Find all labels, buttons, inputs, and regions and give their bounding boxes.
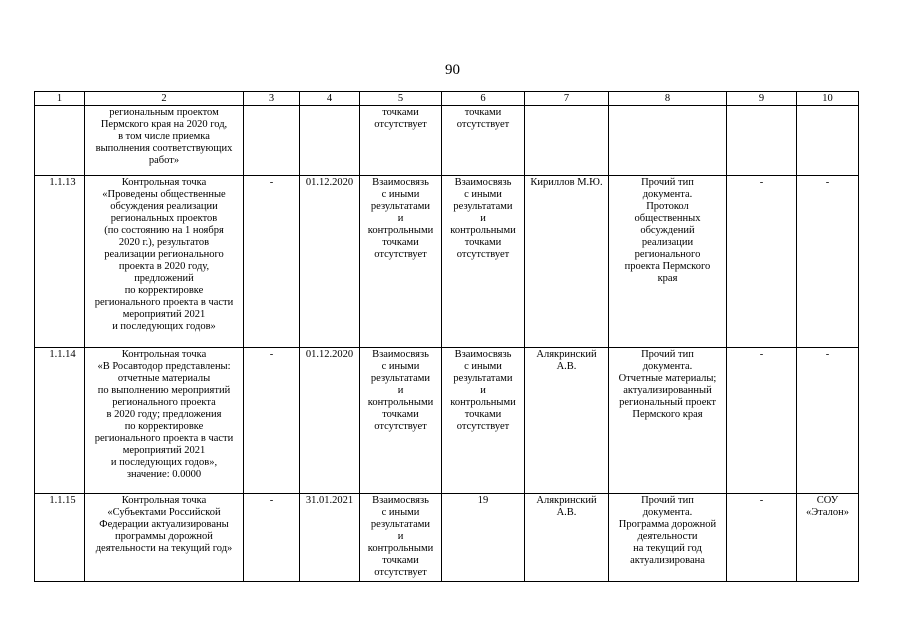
relation-cell-2: точками отсутствует — [442, 106, 525, 176]
description-cell: Контрольная точка «Субъектами Российской Федерации актуализированы программы дорожной деятельности на текущий год» — [85, 494, 244, 582]
table-row — [35, 106, 859, 176]
relation-cell: точками отсутствует — [360, 106, 442, 176]
header-cell-1: 1 — [35, 92, 85, 106]
date-cell: 31.01.2021 — [300, 494, 360, 582]
document-cell: Прочий тип документа. Отчетные материалы; актуализированный региональный проект Пермского края — [609, 348, 727, 494]
header-cell-8: 8 — [609, 92, 727, 106]
cell-9: - — [727, 176, 797, 348]
header-cell-7: 7 — [525, 92, 609, 106]
cell-10: - — [797, 176, 859, 348]
cell-3: - — [244, 176, 300, 348]
relation-cell-2: Взаимосвязь с иными результатами и контрольными точками отсутствует — [442, 176, 525, 348]
relation-cell: Взаимосвязь с иными результатами и контрольными точками отсутствует — [360, 176, 442, 348]
date-cell: 01.12.2020 — [300, 348, 360, 494]
relation-cell-2: Взаимосвязь с иными результатами и контрольными точками отсутствует — [442, 348, 525, 494]
date-cell: 01.12.2020 — [300, 176, 360, 348]
responsible-cell: Алякринский А.В. — [525, 348, 609, 494]
header-cell-6: 6 — [442, 92, 525, 106]
document-cell — [609, 106, 727, 176]
header-cell-4: 4 — [300, 92, 360, 106]
responsible-cell — [525, 106, 609, 176]
cell-9: - — [727, 494, 797, 582]
table-row — [35, 176, 859, 348]
responsible-cell: Кириллов М.Ю. — [525, 176, 609, 348]
relation-cell: Взаимосвязь с иными результатами и контрольными точками отсутствует — [360, 494, 442, 582]
cell-3: - — [244, 348, 300, 494]
description-cell: Контрольная точка «В Росавтодор представлены: отчетные материалы по выполнению мероприятий регионального проекта в 2020 году; предложения по корректировке регионального проекта в части мероприятий 2021 и последующих годов», значение: 0.0000 — [85, 348, 244, 494]
description-cell: региональным проектом Пермского края на 2020 год, в том числе приемка выполнения соответствующих работ» — [85, 106, 244, 176]
cell-3: - — [244, 494, 300, 582]
cell-10: - — [797, 348, 859, 494]
header-cell-3: 3 — [244, 92, 300, 106]
cell-10: СОУ «Эталон» — [797, 494, 859, 582]
row-number-cell: 1.1.13 — [35, 176, 85, 348]
row-number-cell — [35, 106, 85, 176]
header-cell-9: 9 — [727, 92, 797, 106]
relation-cell: Взаимосвязь с иными результатами и контрольными точками отсутствует — [360, 348, 442, 494]
cell-9: - — [727, 348, 797, 494]
table-row — [35, 348, 859, 494]
header-cell-5: 5 — [360, 92, 442, 106]
row-number-cell: 1.1.15 — [35, 494, 85, 582]
cell-3 — [244, 106, 300, 176]
cell-10 — [797, 106, 859, 176]
document-cell: Прочий тип документа. Протокол общественных обсуждений реализации регионального проекта Пермского края — [609, 176, 727, 348]
cell-9 — [727, 106, 797, 176]
relation-cell-2: 19 — [442, 494, 525, 582]
page-number: 90 — [445, 62, 460, 78]
row-number-cell: 1.1.14 — [35, 348, 85, 494]
date-cell — [300, 106, 360, 176]
header-cell-2: 2 — [85, 92, 244, 106]
table-row — [35, 494, 859, 582]
responsible-cell: Алякринский А.В. — [525, 494, 609, 582]
header-row — [35, 92, 859, 106]
control-points-table — [34, 91, 859, 582]
description-cell: Контрольная точка «Проведены общественные обсуждения реализации региональных проектов (по состоянию на 1 ноября 2020 г.), результатов реализации регионального проекта в 2020 году, предложений по корректировке регионального проекта в части мероприятий 2021 и последующих годов» — [85, 176, 244, 348]
header-cell-10: 10 — [797, 92, 859, 106]
document-cell: Прочий тип документа. Программа дорожной деятельности на текущий год актуализирована — [609, 494, 727, 582]
